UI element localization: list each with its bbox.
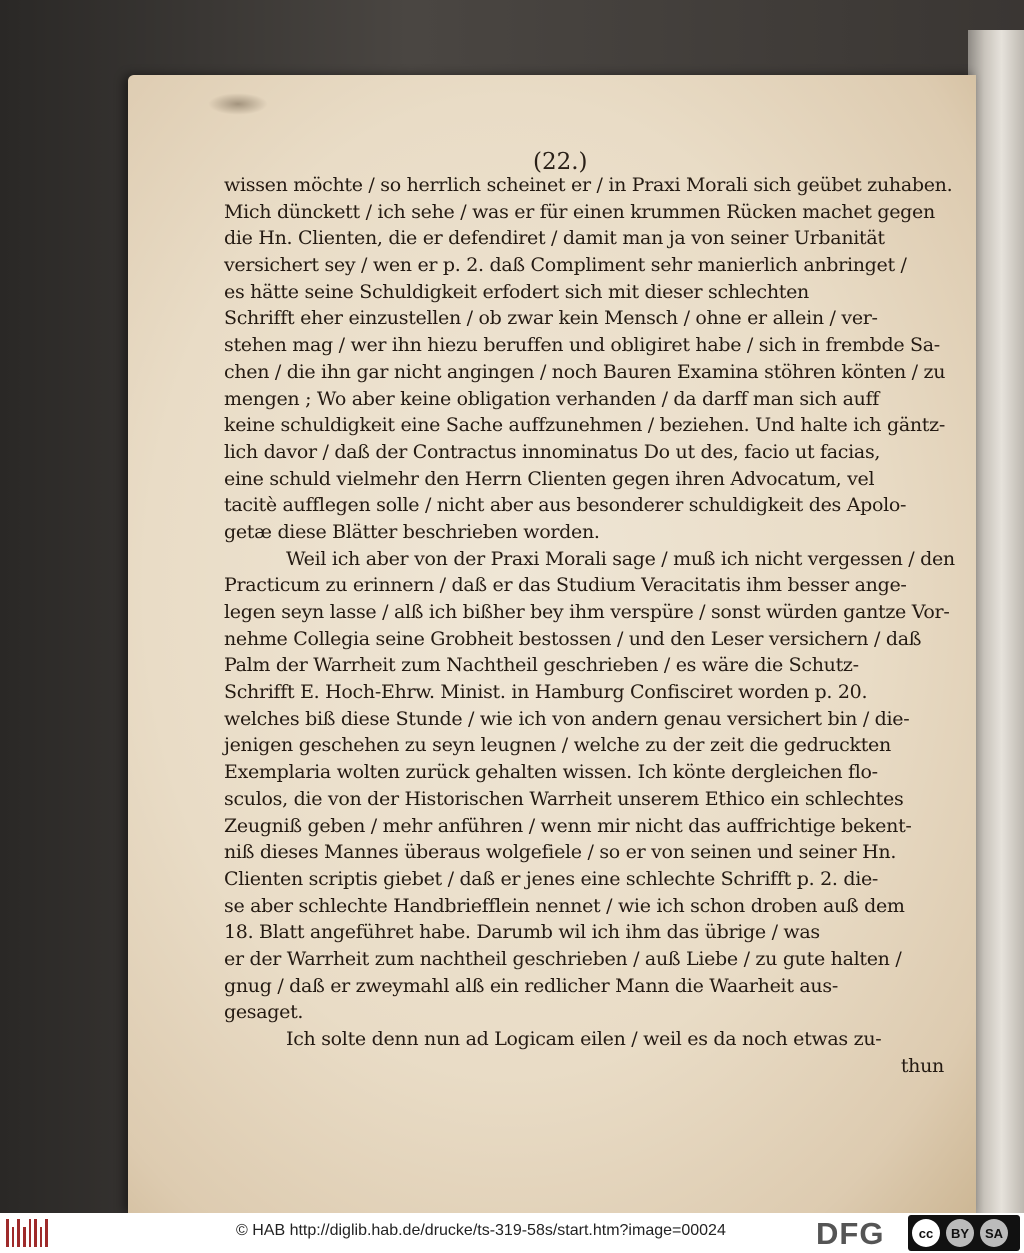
cc-license-icon: cc (912, 1219, 940, 1247)
text-line: getæ diese Blätter beschrieben worden. (224, 520, 600, 543)
text-line: Practicum zu erinnern / daß er das Studium Veracitatis ihm besser ange- (224, 574, 907, 597)
text-line: versichert sey / wen er p. 2. daß Compliment sehr manierlich anbringet / (224, 254, 907, 277)
text-line: stehen mag / wer ihn hiezu beruffen und obligiret habe / sich in frembde Sa- (224, 334, 940, 357)
text-line: lich davor / daß der Contractus innominatus Do ut des, facio ut facias, (224, 440, 881, 463)
text-line: sculos, die von der Historischen Warrheit unserem Ethico ein schlechtes (224, 787, 904, 810)
text-line: Ich solte denn nun ad Logicam eilen / weil es da noch etwas zu- (286, 1028, 882, 1050)
copyright-link[interactable]: © HAB http://diglib.hab.de/drucke/ts-319-58s/start.htm?image=00024 (236, 1222, 726, 1239)
text-line: 18. Blatt angeführet habe. Darumb wil ich ihm das übrige / was (224, 921, 820, 944)
attribution-icon: BY (946, 1219, 974, 1247)
text-line: Schrifft E. Hoch-Ehrw. Minist. in Hamburg Confisciret worden p. 20. (224, 681, 868, 704)
text-line: die Hn. Clienten, die er defendiret / damit man ja von seiner Urbanität (224, 227, 885, 250)
text-line: eine schuld vielmehr den Herrn Clienten gegen ihren Advocatum, vel (224, 467, 875, 490)
text-line: niß dieses Mannes überaus wolgefiele / so er von seinen und seiner Hn. (224, 841, 897, 864)
text-line: nehme Collegia seine Grobheit bestossen / und den Leser versichern / daß (224, 627, 922, 650)
text-line: Palm der Warrheit zum Nachtheil geschrieben / es wäre die Schutz- (224, 654, 859, 677)
text-line: Zeugniß geben / mehr anführen / wenn mir nicht das auffrichtige bekent- (224, 814, 912, 837)
text-line: Weil ich aber von der Praxi Morali sage / muß ich nicht vergessen / den (286, 547, 955, 570)
text-line: gesaget. (224, 1001, 304, 1024)
dfg-logo: DFG (816, 1216, 885, 1251)
text-line: legen seyn lasse / alß ich bißher bey ihm verspüre / sonst würden gantze Vor- (224, 601, 950, 623)
text-line: chen / die ihn gar nicht angingen / noch Bauren Examina stöhren könten / zu (224, 360, 946, 383)
text-line: keine schuldigkeit eine Sache auffzunehmen / beziehen. Und halte ich gäntz- (224, 414, 945, 437)
page-text (224, 172, 955, 1079)
book-page (128, 75, 976, 1213)
viewer-footer (0, 1213, 1024, 1253)
ink-stain (208, 93, 268, 115)
text-line: Clienten scriptis giebet / daß er jenes eine schlechte Schrifft p. 2. die- (224, 867, 879, 890)
share-alike-icon: SA (980, 1219, 1008, 1247)
text-line: tacitè aufflegen solle / nicht aber aus besonderer schuldigkeit des Apolo- (224, 494, 907, 517)
text-line: Mich dünckett / ich sehe / was er für einen krummen Rücken machet gegen (224, 200, 935, 223)
text-line: welches biß diese Stunde / wie ich von andern genau versichert bin / die- (224, 707, 910, 730)
cc-license-badge[interactable] (908, 1215, 1020, 1251)
text-line: jenigen geschehen zu seyn leugnen / welche zu der zeit die gedruckten (224, 734, 891, 757)
text-line: er der Warrheit zum nachtheil geschrieben / auß Liebe / zu gute halten / (224, 947, 902, 970)
text-line: gnug / daß er zweymahl alß ein redlicher Mann die Waarheit aus- (224, 974, 838, 997)
text-line: se aber schlechte Handbriefflein nennet / wie ich schon droben auß dem (224, 894, 905, 917)
text-line: es hätte seine Schuldigkeit erfodert sich mit dieser schlechten (224, 280, 809, 303)
text-line: Schrifft eher einzustellen / ob zwar kein Mensch / ohne er allein / ver- (224, 307, 878, 330)
text-line: thun (900, 1054, 944, 1077)
text-line: mengen ; Wo aber keine obligation verhanden / da darff man sich auff (224, 387, 880, 410)
text-line: Exemplaria wolten zurück gehalten wissen. Ich könte dergleichen flo- (224, 761, 878, 784)
page-number: (22.) (533, 149, 588, 175)
library-barcode-icon (6, 1219, 48, 1247)
text-line: wissen möchte / so herrlich scheinet er / in Praxi Morali sich geübet zuhaben. (224, 174, 953, 196)
book-spine (968, 30, 1024, 1213)
